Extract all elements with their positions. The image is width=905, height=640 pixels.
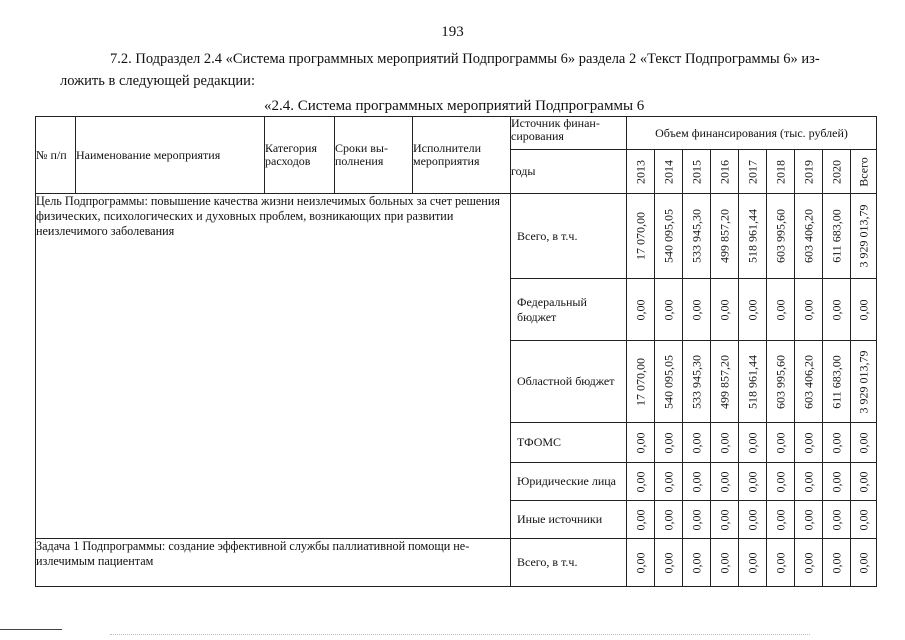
value-cell (823, 423, 851, 463)
scan-artifact-line (110, 634, 810, 635)
value: 0,00 (689, 471, 703, 492)
value: 603 406,20 (801, 209, 815, 263)
value: 0,00 (745, 552, 759, 573)
value: 499 857,20 (717, 354, 731, 409)
year-header: 2018 (773, 159, 787, 184)
value-cell (627, 194, 655, 279)
value: 0,00 (661, 299, 675, 320)
value: 0,00 (801, 432, 815, 453)
value: 0,00 (661, 509, 675, 530)
source-label: Юридические лица (511, 463, 627, 501)
value: 0,00 (801, 299, 815, 320)
goal-text: Цель Подпрограммы: повышение качества жизни неизлечимых больных за счет решения физических, психологических и духовных проблем, возникающих при развитии неизлечимого заболевания (36, 194, 511, 539)
value-cell (739, 463, 767, 501)
value: 533 945,30 (689, 354, 703, 409)
value-cell (627, 539, 655, 587)
value: 0,00 (661, 471, 675, 492)
value: 0,00 (773, 471, 787, 492)
value: 611 683,00 (829, 209, 843, 263)
year-header: 2019 (801, 159, 815, 184)
footnote-rule (0, 629, 62, 630)
value-cell (851, 194, 877, 279)
value: 603 995,60 (773, 209, 787, 263)
value: 0,00 (689, 432, 703, 453)
header-source: Источник финан-сирования (511, 117, 627, 150)
value-cell (795, 279, 823, 341)
value: 0,00 (745, 471, 759, 492)
value: 0,00 (829, 299, 843, 320)
value-cell (851, 539, 877, 587)
task-text: Задача 1 Подпрограммы: создание эффективной службы паллиативной помощи не-излечимым пациентам (36, 539, 511, 587)
value: 533 945,30 (689, 209, 703, 263)
value-cell (823, 463, 851, 501)
year-header-cell (627, 150, 655, 194)
value-cell (795, 341, 823, 423)
value-cell (683, 341, 711, 423)
value: 540 095,05 (661, 354, 675, 409)
value: 499 857,20 (717, 209, 731, 263)
value-cell (767, 279, 795, 341)
year-header-cell (711, 150, 739, 194)
value: 518 961,44 (745, 354, 759, 409)
value: 0,00 (801, 552, 815, 573)
value: 0,00 (829, 432, 843, 453)
source-label: Федеральный бюджет (511, 279, 627, 341)
value-cell (683, 501, 711, 539)
value-cell (851, 463, 877, 501)
value: 0,00 (856, 432, 870, 453)
value-cell (795, 194, 823, 279)
value-cell (851, 423, 877, 463)
year-header-cell (851, 150, 877, 194)
value-cell (739, 194, 767, 279)
value-cell (655, 194, 683, 279)
year-header-cell (655, 150, 683, 194)
year-header-cell (739, 150, 767, 194)
value: 0,00 (829, 509, 843, 530)
source-label: Всего, в т.ч. (511, 194, 627, 279)
value-cell (683, 423, 711, 463)
header-executors: Исполнители мероприятия (413, 117, 511, 194)
task-row-total (36, 539, 877, 587)
value: 0,00 (856, 509, 870, 530)
value-cell (795, 501, 823, 539)
value-cell (711, 279, 739, 341)
value: 0,00 (633, 471, 647, 492)
value-cell (711, 341, 739, 423)
value: 0,00 (856, 552, 870, 573)
year-header-cell (683, 150, 711, 194)
value-cell (767, 423, 795, 463)
value-cell (851, 279, 877, 341)
value: 0,00 (829, 552, 843, 573)
value: 0,00 (717, 552, 731, 573)
value-cell (795, 423, 823, 463)
value: 0,00 (856, 299, 870, 320)
value-cell (711, 539, 739, 587)
value-cell (683, 194, 711, 279)
value-cell (767, 501, 795, 539)
header-years-label: годы (511, 150, 627, 194)
value: 0,00 (689, 299, 703, 320)
table-title: «2.4. Система программных мероприятий Подпрограммы 6 (264, 98, 645, 114)
value: 0,00 (745, 432, 759, 453)
value-cell (739, 501, 767, 539)
value-cell (627, 341, 655, 423)
value-cell (823, 341, 851, 423)
page-number: 193 (441, 24, 464, 40)
value-cell (767, 463, 795, 501)
value-cell (739, 539, 767, 587)
value-cell (627, 463, 655, 501)
intro-line-1: 7.2. Подраздел 2.4 «Система программных мероприятий Подпрограммы 6» раздела 2 «Текст Подпрограммы 6» из- (110, 51, 820, 67)
source-label: Иные источники (511, 501, 627, 539)
value: 3 929 013,79 (856, 350, 870, 413)
source-label: Областной бюджет (511, 341, 627, 423)
value-cell (823, 194, 851, 279)
year-header: Всего (856, 156, 870, 187)
intro-line-2: ложить в следующей редакции: (60, 73, 255, 89)
header-category: Категория расходов (265, 117, 335, 194)
value-cell (739, 341, 767, 423)
header-funding: Объем финансирования (тыс. рублей) (627, 117, 877, 150)
value-cell (739, 279, 767, 341)
header-name: Наименование мероприятия (76, 117, 265, 194)
value-cell (711, 501, 739, 539)
source-label: ТФОМС (511, 423, 627, 463)
value-cell (767, 539, 795, 587)
value-cell (655, 539, 683, 587)
value-cell (851, 341, 877, 423)
value-cell (711, 463, 739, 501)
value: 17 070,00 (633, 212, 647, 260)
value-cell (795, 539, 823, 587)
goal-row-total (36, 194, 877, 279)
value: 518 961,44 (745, 209, 759, 263)
source-label: Всего, в т.ч. (511, 539, 627, 587)
value: 0,00 (801, 471, 815, 492)
value: 0,00 (633, 509, 647, 530)
year-header-cell (767, 150, 795, 194)
value-cell (683, 539, 711, 587)
value-cell (823, 539, 851, 587)
value: 0,00 (633, 432, 647, 453)
value-cell (683, 463, 711, 501)
header-terms: Сроки вы-полнения (335, 117, 413, 194)
value: 603 995,60 (773, 354, 787, 409)
value: 0,00 (773, 509, 787, 530)
value: 0,00 (856, 471, 870, 492)
year-header: 2015 (689, 159, 703, 184)
value-cell (627, 501, 655, 539)
value: 0,00 (717, 471, 731, 492)
value-cell (767, 341, 795, 423)
year-header: 2013 (633, 159, 647, 184)
value: 0,00 (717, 299, 731, 320)
value: 0,00 (773, 299, 787, 320)
value-cell (823, 279, 851, 341)
value-cell (767, 194, 795, 279)
value-cell (655, 501, 683, 539)
value: 0,00 (661, 432, 675, 453)
value: 0,00 (717, 432, 731, 453)
program-table (35, 116, 877, 587)
value-cell (655, 341, 683, 423)
year-header: 2016 (717, 159, 731, 184)
value-cell (655, 423, 683, 463)
value-cell (711, 423, 739, 463)
value: 0,00 (773, 432, 787, 453)
value-cell (655, 279, 683, 341)
value: 0,00 (633, 552, 647, 573)
value: 17 070,00 (633, 357, 647, 406)
value-cell (739, 423, 767, 463)
value: 0,00 (717, 509, 731, 530)
value: 0,00 (829, 471, 843, 492)
value-cell (711, 194, 739, 279)
header-num: № п/п (36, 117, 76, 194)
value: 0,00 (745, 509, 759, 530)
year-header: 2017 (745, 159, 759, 184)
year-header-cell (823, 150, 851, 194)
year-header: 2020 (829, 159, 843, 184)
value-cell (655, 463, 683, 501)
value-cell (627, 423, 655, 463)
value: 0,00 (745, 299, 759, 320)
year-header: 2014 (661, 159, 675, 184)
value: 0,00 (773, 552, 787, 573)
value: 611 683,00 (829, 354, 843, 409)
value: 0,00 (801, 509, 815, 530)
value: 540 095,05 (661, 209, 675, 263)
value-cell (795, 463, 823, 501)
value-cell (823, 501, 851, 539)
value: 0,00 (661, 552, 675, 573)
value: 0,00 (633, 299, 647, 320)
value: 3 929 013,79 (856, 204, 870, 268)
value: 0,00 (689, 509, 703, 530)
year-header-cell (795, 150, 823, 194)
value: 0,00 (689, 552, 703, 573)
value-cell (627, 279, 655, 341)
value-cell (683, 279, 711, 341)
value: 603 406,20 (801, 354, 815, 409)
value-cell (851, 501, 877, 539)
